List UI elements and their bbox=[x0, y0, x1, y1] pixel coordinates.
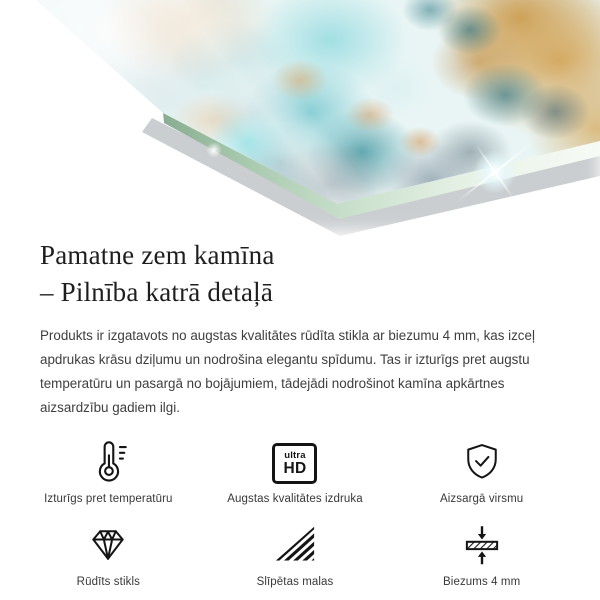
feature-thickness bbox=[388, 520, 575, 588]
feature-label: Biezums 4 mm bbox=[443, 576, 521, 588]
page-title bbox=[40, 237, 560, 311]
ultra-hd-icon: ultra HD bbox=[272, 443, 317, 484]
thickness-icon bbox=[460, 523, 504, 567]
product-image bbox=[0, 0, 600, 232]
feature-tempered-glass bbox=[15, 520, 202, 588]
feature-polished-edges bbox=[202, 520, 389, 588]
diamond-icon bbox=[86, 523, 130, 567]
small-glint-icon bbox=[206, 142, 222, 158]
feature-label: Rūdīts stikls bbox=[76, 576, 140, 588]
feature-temperature bbox=[15, 437, 202, 505]
beveled-edges-icon bbox=[273, 523, 317, 567]
thermometer-icon bbox=[85, 438, 131, 484]
feature-label: Augstas kvalitātes izdruka bbox=[227, 493, 363, 505]
feature-label: Izturīgs pret temperatūru bbox=[44, 493, 173, 505]
feature-label: Aizsargā virsmu bbox=[440, 493, 524, 505]
product-description: Produkts ir izgatavots no augstas kvalitātes rūdīta stikla ar biezumu 4 mm, kas izceļ apdrukas krāsu dziļumu un nodrošina elegantu spīdumu. Tas ir izturīgs pret augstu temperatūru un pasargā no bojājumiem, tādejādi nodrošinot kamīna apkārtnes aizsardzību gadiem ilgi. bbox=[40, 328, 535, 415]
page-title-line2: – Pilnība katrā detaļā bbox=[40, 277, 274, 307]
feature-label: Slīpētas malas bbox=[256, 576, 334, 588]
page-title-line1: Pamatne zem kamīna bbox=[40, 240, 275, 270]
features-grid bbox=[0, 437, 600, 588]
feature-protection bbox=[388, 437, 575, 505]
shield-check-icon bbox=[460, 440, 504, 484]
feature-print-quality bbox=[202, 437, 389, 505]
